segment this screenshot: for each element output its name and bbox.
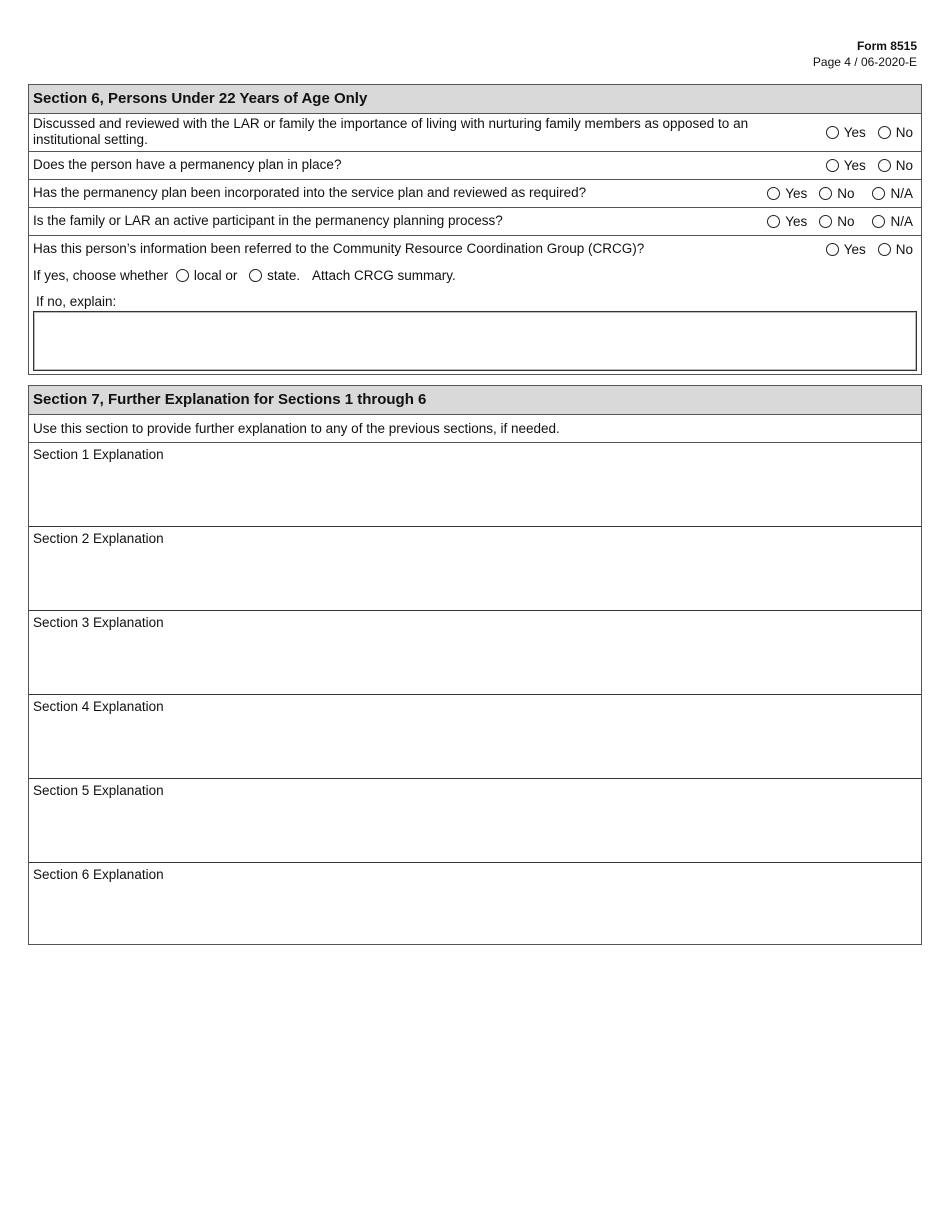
crcg-prefix: If yes, choose whether (33, 268, 169, 283)
crcg-local-label: local or (193, 268, 238, 283)
radio-icon[interactable] (819, 215, 832, 228)
radio-icon[interactable] (767, 187, 780, 200)
option-no[interactable]: No (878, 242, 913, 257)
explanation-label: Section 5 Explanation (33, 783, 164, 798)
option-na[interactable]: N/A (872, 214, 913, 229)
answer-options (814, 236, 913, 263)
explanation-label: Section 2 Explanation (33, 531, 164, 546)
option-no[interactable]: No (878, 158, 913, 173)
option-no[interactable]: No (819, 186, 854, 201)
section-6 (28, 84, 922, 375)
page-info: Page 4 / 06-2020-E (812, 55, 917, 69)
crcg-choice-row (33, 268, 456, 283)
answer-options (755, 180, 913, 207)
explanation-label: Section 4 Explanation (33, 699, 164, 714)
radio-icon[interactable] (878, 159, 891, 172)
option-yes[interactable]: Yes (826, 242, 866, 257)
section-2-explanation-field[interactable] (29, 526, 921, 610)
section-7-instructions-row (29, 414, 921, 442)
question-text: Does the person have a permanency plan in place? (33, 157, 342, 172)
answer-options (814, 152, 913, 179)
explanation-label: Section 6 Explanation (33, 867, 164, 882)
question-text: Is the family or LAR an active participant in the permanency planning process? (33, 213, 503, 228)
option-yes[interactable]: Yes (767, 214, 807, 229)
question-text: Has this person’s information been referred to the Community Resource Coordination Group (CRCG)? (33, 241, 645, 256)
section-6-explanation-field[interactable] (29, 862, 921, 946)
crcg-attach-note: Attach CRCG summary. (311, 268, 456, 283)
option-na[interactable]: N/A (872, 186, 913, 201)
answer-options (755, 208, 913, 235)
radio-icon[interactable] (767, 215, 780, 228)
question-row-4 (29, 207, 921, 235)
question-row-1 (29, 113, 921, 151)
question-text: Has the permanency plan been incorporated into the service plan and reviewed as required? (33, 185, 587, 200)
section-7 (28, 385, 922, 945)
section-1-explanation-field[interactable] (29, 442, 921, 526)
section-6-title: Section 6, Persons Under 22 Years of Age Only (29, 85, 921, 113)
radio-icon[interactable] (826, 159, 839, 172)
option-no[interactable]: No (819, 214, 854, 229)
explanation-label: Section 1 Explanation (33, 447, 164, 462)
radio-icon[interactable] (878, 126, 891, 139)
form-number: Form 8515 (856, 39, 917, 53)
question-row-3 (29, 179, 921, 207)
explanation-label: Section 3 Explanation (33, 615, 164, 630)
option-no[interactable]: No (878, 125, 913, 140)
radio-icon[interactable] (826, 243, 839, 256)
option-yes[interactable]: Yes (767, 186, 807, 201)
form-header (813, 38, 917, 70)
if-no-label: If no, explain: (36, 294, 117, 309)
section-7-title: Section 7, Further Explanation for Sections 1 through 6 (29, 386, 921, 414)
option-yes[interactable]: Yes (826, 158, 866, 173)
radio-icon[interactable] (826, 126, 839, 139)
radio-icon[interactable] (819, 187, 832, 200)
answer-options (814, 114, 913, 151)
section-4-explanation-field[interactable] (29, 694, 921, 778)
section-3-explanation-field[interactable] (29, 610, 921, 694)
crcg-local-radio[interactable] (176, 269, 189, 282)
question-row-2 (29, 151, 921, 179)
section-7-instructions: Use this section to provide further explanation to any of the previous sections, if needed. (33, 421, 560, 436)
if-no-explain-field[interactable] (33, 311, 917, 371)
section-5-explanation-field[interactable] (29, 778, 921, 862)
crcg-state-label: state. (267, 268, 301, 283)
radio-icon[interactable] (878, 243, 891, 256)
radio-icon[interactable] (872, 187, 885, 200)
question-text: Discussed and reviewed with the LAR or family the importance of living with nurturing family members as opposed to an institutional setting. (33, 116, 749, 147)
radio-icon[interactable] (872, 215, 885, 228)
question-row-5 (29, 235, 921, 263)
option-yes[interactable]: Yes (826, 125, 866, 140)
crcg-state-radio[interactable] (249, 269, 262, 282)
